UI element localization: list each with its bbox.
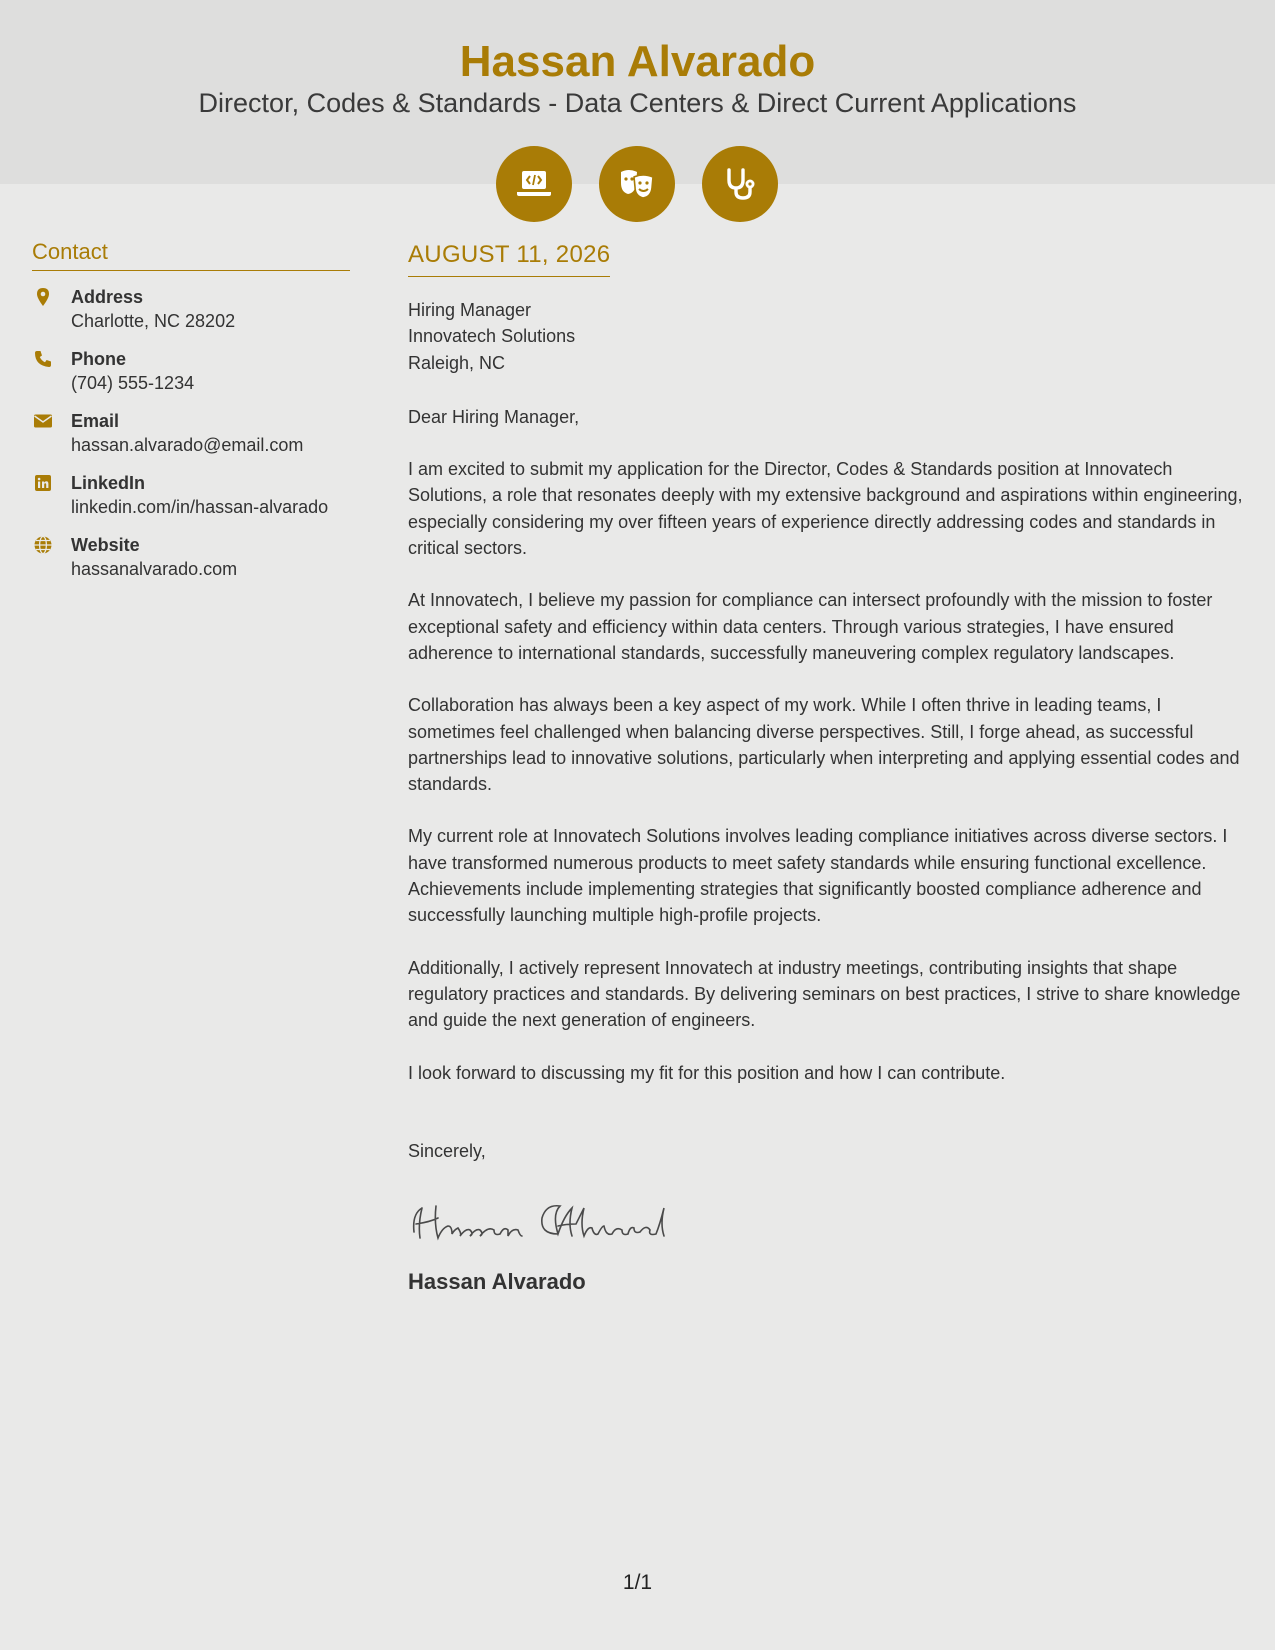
linkedin-value[interactable]: linkedin.com/in/hassan-alvarado	[71, 497, 329, 517]
letter-body	[408, 240, 1248, 1296]
theater-masks-icon	[599, 146, 675, 222]
letter-paragraph: My current role at Innovatech Solutions involves leading compliance initiatives across diverse sectors. I have transformed numerous products to meet safety standards while ensuring functional excellence. Achievements include implementing strategies that significantly boosted compliance adherence and successfully launching multiple high-profile projects.	[408, 826, 1228, 926]
globe-icon	[33, 535, 53, 555]
envelope-icon	[33, 411, 53, 431]
map-pin-icon	[33, 287, 53, 307]
address-value: Charlotte, NC 28202	[71, 311, 236, 331]
letter-paragraph: Collaboration has always been a key aspect of my work. While I often thrive in leading teams, I sometimes feel challenged when balancing diverse perspectives. Still, I forge ahead, as successful partnerships lead to innovative solutions, particularly when interpreting and applying essential codes and standards.	[408, 695, 1240, 795]
website-label: Website	[71, 535, 140, 555]
contact-address	[32, 285, 350, 333]
phone-label: Phone	[71, 349, 127, 369]
stethoscope-icon	[702, 146, 778, 222]
phone-icon	[33, 349, 53, 369]
contact-email	[32, 409, 350, 457]
linkedin-label: LinkedIn	[71, 473, 146, 493]
letter-paragraph: I am excited to submit my application for the Director, Codes & Standards position at Innovatech Solutions, a role that resonates deeply with my extensive background and aspirations within engineering, especially considering my over fifteen years of experience directly addressing codes and standards in critical sectors.	[408, 459, 1243, 559]
job-title: Director, Codes & Standards - Data Centers & Direct Current Applications	[198, 88, 1077, 118]
email-label: Email	[71, 411, 120, 431]
handwritten-signature	[408, 1194, 1248, 1254]
signer-name: Hassan Alvarado	[408, 1269, 586, 1295]
recipient-line: Raleigh, NC	[408, 352, 506, 373]
greeting: Dear Hiring Manager,	[408, 406, 580, 427]
page-number: 1/1	[622, 1571, 653, 1594]
closing: Sincerely,	[408, 1140, 486, 1161]
applicant-name: Hassan Alvarado	[459, 37, 816, 86]
recipient-line: Hiring Manager	[408, 300, 532, 320]
letter-date: AUGUST 11, 2026	[408, 240, 610, 277]
phone-value: (704) 555-1234	[71, 373, 195, 393]
letter-paragraph: At Innovatech, I believe my passion for compliance can intersect profoundly with the mission to foster exceptional safety and efficiency within data centers. Through various strategies, I have ensured adherence to international standards, successfully maneuvering complex regulatory landscapes.	[408, 590, 1213, 663]
contact-website	[32, 533, 350, 581]
letter-paragraph: I look forward to discussing my fit for this position and how I can contribute.	[408, 1062, 1006, 1083]
linkedin-icon	[33, 473, 53, 493]
email-value[interactable]: hassan.alvarado@email.com	[71, 435, 304, 455]
recipient-block	[408, 297, 1248, 376]
contact-sidebar	[32, 238, 350, 581]
contact-heading: Contact	[32, 238, 350, 271]
address-label: Address	[71, 287, 144, 307]
contact-phone	[32, 347, 350, 395]
letter-paragraph: Additionally, I actively represent Innovatech at industry meetings, contributing insights that shape regulatory practices and standards. By delivering seminars on best practices, I strive to share knowledge and guide the next generation of engineers.	[408, 957, 1241, 1031]
laptop-code-icon	[496, 146, 572, 222]
website-value[interactable]: hassanalvarado.com	[71, 559, 238, 579]
recipient-line: Innovatech Solutions	[408, 326, 576, 347]
contact-linkedin	[32, 471, 350, 519]
